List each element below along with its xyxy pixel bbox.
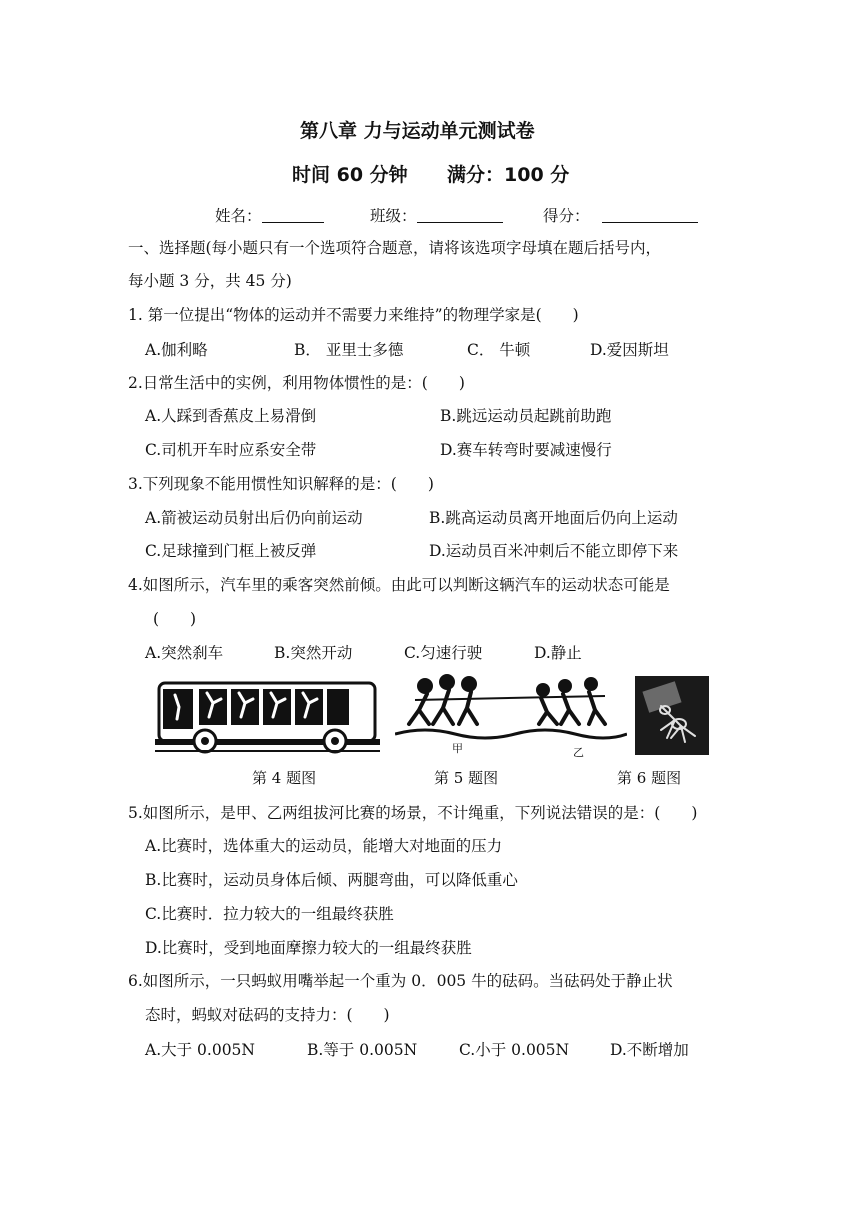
exam-time: 时间 60 分钟 [292, 164, 408, 186]
class-label: 班级： [370, 207, 417, 225]
q1-option-b[interactable]: B． 亚里士多德 [294, 341, 404, 359]
q2-stem: 2.日常生活中的实例，利用物体惯性的是：( ) [128, 374, 465, 392]
team-yi-label: 乙 [573, 746, 584, 759]
q6-option-c[interactable]: C.小于 0.005N [459, 1041, 570, 1059]
q6-stem-line2: 态时，蚂蚁对砝码的支持力：( ) [145, 1006, 390, 1024]
exam-full-score: 满分：100 分 [447, 164, 570, 186]
q2-option-d[interactable]: D.赛车转弯时要减速慢行 [440, 441, 612, 459]
bus-figure [155, 679, 380, 755]
section-heading-line1: 一、选择题(每小题只有一个选项符合题意，请将该选项字母填在题后括号内， [128, 239, 662, 257]
section-heading-line2: 每小题 3 分，共 45 分) [128, 272, 292, 290]
q4-option-a[interactable]: A.突然刹车 [145, 644, 224, 662]
grade-label: 得分： [543, 207, 590, 225]
grade-field[interactable] [543, 204, 698, 226]
q1-stem: 1. 第一位提出“物体的运动并不需要力来维持”的物理学家是( ) [128, 306, 579, 324]
q6-option-d[interactable]: D.不断增加 [610, 1041, 689, 1059]
class-field[interactable] [370, 204, 503, 226]
figure-6-caption: 第 6 题图 [617, 769, 682, 787]
q1-option-c[interactable]: C． 牛顿 [467, 341, 531, 359]
q5-option-a[interactable]: A.比赛时，选体重大的运动员，能增大对地面的压力 [145, 837, 503, 855]
q3-option-c[interactable]: C.足球撞到门框上被反弹 [145, 542, 317, 560]
name-field[interactable] [215, 204, 324, 226]
q3-option-a[interactable]: A.箭被运动员射出后仍向前运动 [145, 509, 363, 527]
grade-blank[interactable] [602, 207, 698, 223]
q2-option-a[interactable]: A.人踩到香蕉皮上易滑倒 [145, 407, 317, 425]
name-label: 姓名： [215, 207, 262, 225]
figure-5-caption: 第 5 题图 [434, 769, 499, 787]
q6-option-b[interactable]: B.等于 0.005N [307, 1041, 418, 1059]
q4-option-b[interactable]: B.突然开动 [274, 644, 353, 662]
q4-stem-line2: ( ) [153, 610, 197, 628]
q6-option-a[interactable]: A.大于 0.005N [145, 1041, 255, 1059]
q5-option-c[interactable]: C.比赛时．拉力较大的一组最终获胜 [145, 905, 394, 923]
q4-option-c[interactable]: C.匀速行驶 [404, 644, 483, 662]
q2-option-c[interactable]: C.司机开车时应系安全带 [145, 441, 317, 459]
q2-option-b[interactable]: B.跳远运动员起跳前助跑 [440, 407, 612, 425]
q5-option-b[interactable]: B.比赛时，运动员身体后倾、两腿弯曲，可以降低重心 [145, 871, 518, 889]
q3-option-b[interactable]: B.跳高运动员离开地面后仍向上运动 [429, 509, 678, 527]
class-blank[interactable] [417, 207, 503, 223]
figure-4-caption: 第 4 题图 [252, 769, 317, 787]
q1-option-d[interactable]: D.爱因斯坦 [590, 341, 669, 359]
q1-option-a[interactable]: A.伽利略 [145, 341, 208, 359]
q3-stem: 3.下列现象不能用惯性知识解释的是：( ) [128, 475, 434, 493]
q5-option-d[interactable]: D.比赛时，受到地面摩擦力较大的一组最终获胜 [145, 939, 472, 957]
name-blank[interactable] [262, 207, 324, 223]
page-title: 第八章 力与运动单元测试卷 [300, 120, 535, 142]
ant-figure [635, 676, 709, 755]
q5-stem: 5.如图所示，是甲、乙两组拔河比赛的场景，不计绳重，下列说法错误的是：( ) [128, 804, 698, 822]
tug-of-war-figure [395, 672, 627, 748]
q3-option-d[interactable]: D.运动员百米冲刺后不能立即停下来 [429, 542, 679, 560]
q6-stem-line1: 6.如图所示，一只蚂蚁用嘴举起一个重为 0．005 牛的砝码。当砝码处于静止状 [128, 972, 673, 990]
q4-option-d[interactable]: D.静止 [534, 644, 582, 662]
team-jia-label: 甲 [452, 742, 463, 755]
q4-stem-line1: 4.如图所示，汽车里的乘客突然前倾。由此可以判断这辆汽车的运动状态可能是 [128, 576, 670, 594]
